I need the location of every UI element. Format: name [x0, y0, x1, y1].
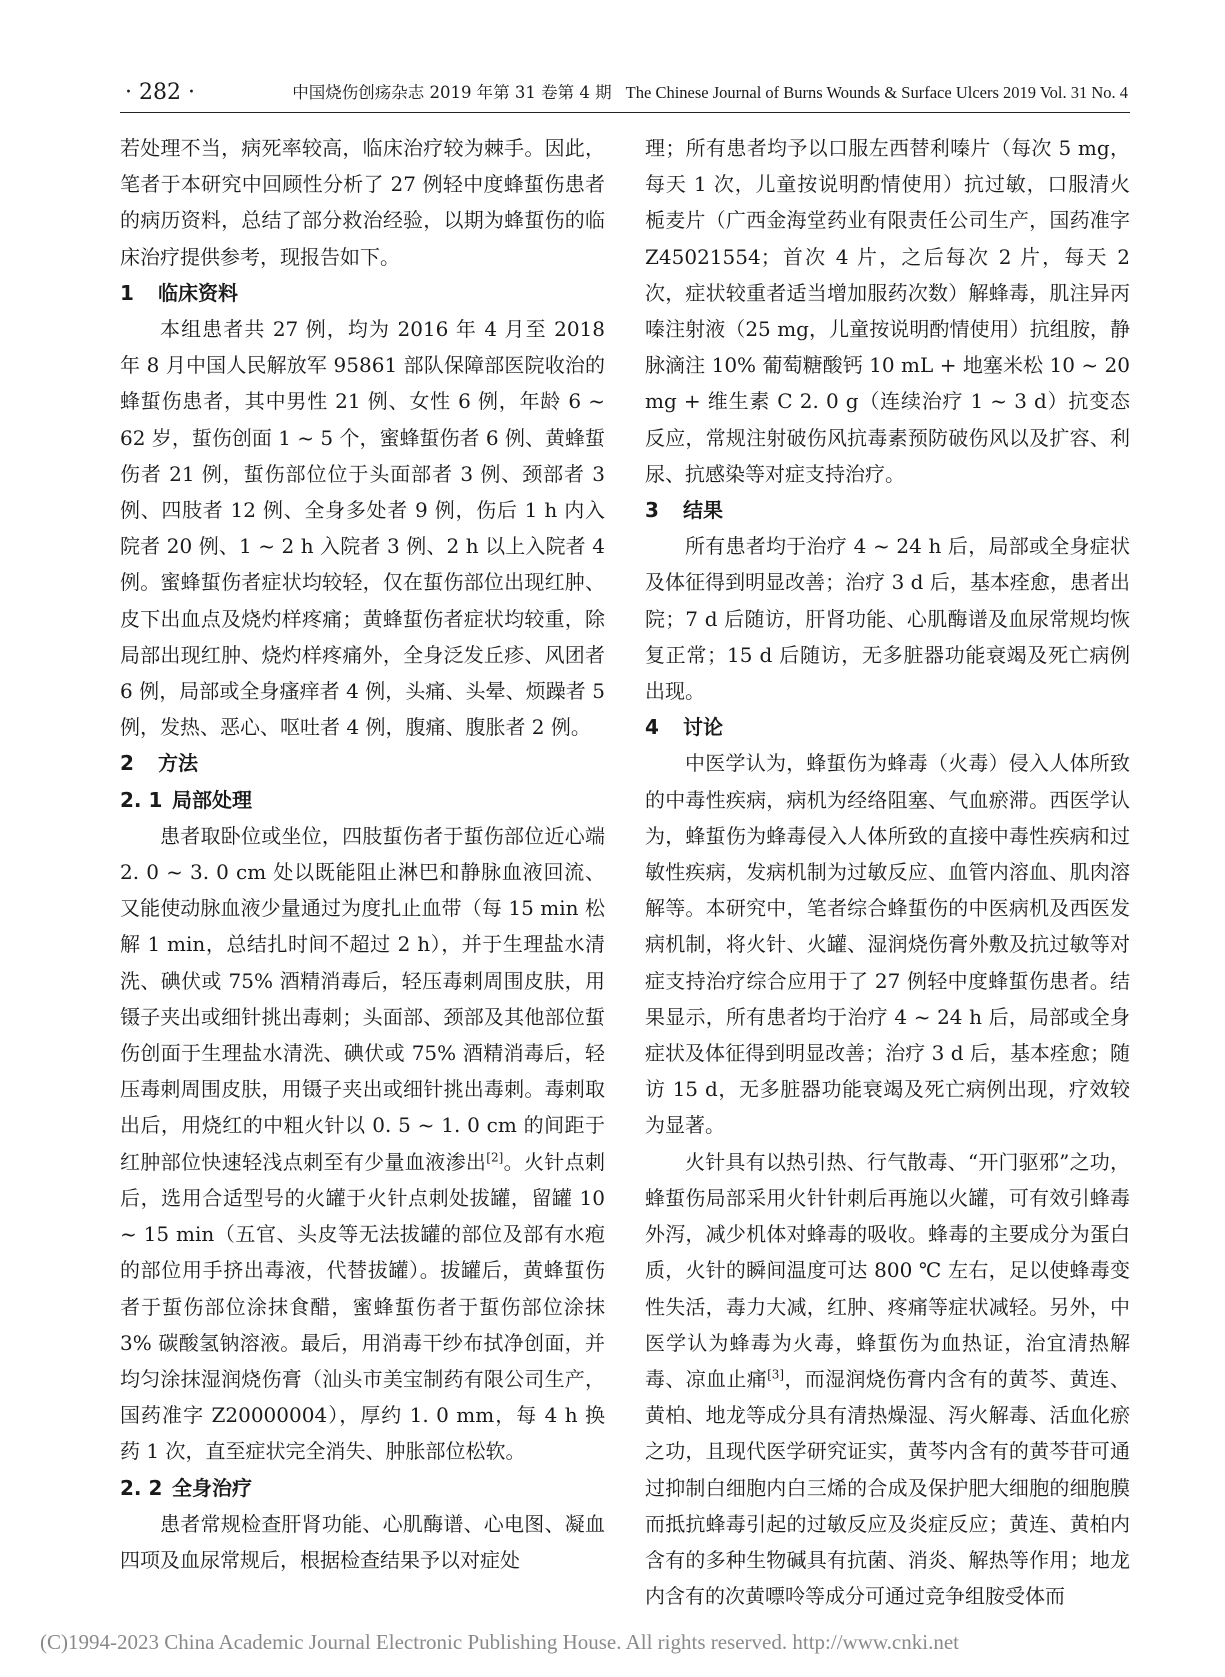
- section-number: 1: [120, 280, 134, 305]
- journal-title-en: The Chinese Journal of Burns Wounds & Surface Ulcers 2019 Vol. 31 No. 4: [625, 83, 1128, 102]
- right-column: [645, 130, 1130, 1614]
- paragraph-text: 患者取卧位或坐位，四肢蜇伤者于蜇伤部位近心端 2. 0 ~ 3. 0 cm 处以既能阻止淋巴和静脉血液回流、又能使动脉血液少量通过为度扎止血带（每 15 min 松解 1 min，总结扎时间不超过 2 h），并于生理盐水清洗、碘伏或 75% 酒精消毒后，轻压毒刺周围皮肤，用镊子夹出或细针挑出毒刺；头面部、颈部及其他部位蜇伤创面于生理盐水清洗、碘伏或 75% 酒精消毒后，轻压毒刺周围皮肤，用镊子夹出或细针挑出毒刺。毒刺取出后，用烧红的中粗火针以 0. 5 ~ 1. 0 cm 的间距于红肿部位快速轻浅点刺至有少量血液渗出: [120, 823, 605, 1174]
- section-number: 2: [120, 751, 134, 776]
- section-number: 4: [645, 715, 659, 740]
- paragraph-text: 。火针点刺后，选用合适型号的火罐于火针点刺处拔罐，留罐 10 ~ 15 min（五官、头皮等无法拔罐的部位及部有水疱的部位用手挤出毒液，代替拔罐）。拔罐后，黄蜂蜇伤者于蜇伤部位涂抹食醋，蜜蜂蜇伤者于蜇伤部位涂抹 3% 碳酸氢钠溶液。最后，用消毒干纱布拭净创面，并均匀涂抹湿润烧伤膏（汕头市美宝制药有限公司生产，国药准字 Z20000004），厚约 1. 0 mm，每 4 h 换药 1 次，直至症状完全消失、肿胀部位松软。: [120, 1149, 606, 1464]
- section-number: 3: [645, 498, 659, 523]
- subsection-heading-systemic-treatment: [120, 1470, 605, 1506]
- section-heading-discussion: [645, 709, 1130, 745]
- section-heading-clinical-data: [120, 275, 605, 311]
- page-number: · 282 ·: [125, 80, 195, 105]
- subsection-number: 2. 1: [120, 787, 163, 812]
- results-paragraph: 所有患者均于治疗 4 ~ 24 h 后，局部或全身症状及体征得到明显改善；治疗 3 d 后，基本痊愈，患者出院；7 d 后随访，肝肾功能、心肌酶谱及血尿常规均恢复正常；15 d 后随访，无多脏器功能衰竭及死亡病例出现。: [645, 534, 1130, 704]
- subsection-heading-local-treatment: [120, 782, 605, 818]
- clinical-data-paragraph: 本组患者共 27 例，均为 2016 年 4 月至 2018 年 8 月中国人民解放军 95861 部队保障部医院收治的蜂蜇伤患者，其中男性 21 例、女性 6 例，年龄 6 ~ 62 岁，蜇伤创面 1 ~ 5 个，蜜蜂蜇伤者 6 例、黄蜂蜇伤者 21 例，蜇伤部位位于头面部者 3 例、颈部者 3 例、四肢者 12 例、全身多处者 9 例，伤后 1 h 内入院者 20 例、1 ~ 2 h 入院者 3 例、2 h 以上入院者 4 例。蜜蜂蜇伤者症状均较轻，仅在蜇伤部位出现红肿、皮下出血点及烧灼样疼痛；黄蜂蜇伤者症状均较重，除局部出现红肿、烧灼样疼痛外，全身泛发丘疹、风团者 6 例，局部或全身瘙痒者 4 例，头痛、头晕、烦躁者 5 例，发热、恶心、呕吐者 4 例，腹痛、腹胀者 2 例。: [120, 317, 605, 740]
- left-column: [120, 130, 605, 1578]
- section-heading-results: [645, 492, 1130, 528]
- citation-ref[interactable]: [3]: [767, 1367, 785, 1382]
- section-title: 临床资料: [158, 280, 238, 305]
- section-title: 方法: [158, 751, 198, 776]
- citation-ref[interactable]: [2]: [486, 1150, 504, 1165]
- subsection-title: 局部处理: [172, 787, 252, 812]
- subsection-number: 2. 2: [120, 1475, 163, 1500]
- journal-title-cn: 中国烧伤创疡杂志 2019 年第 31 卷第 4 期: [292, 83, 612, 102]
- running-header: [120, 76, 1130, 113]
- paragraph-text: 火针具有以热引热、行气散毒、“开门驱邪”之功，蜂蜇伤局部采用火针针刺后再施以火罐，可有效引蜂毒外泻，减少机体对蜂毒的吸收。蜂毒的主要成分为蛋白质，火针的瞬间温度可达 800 ℃ 左右，足以使蜂毒变性失活，毒力大减，红肿、疼痛等症状减轻。另外，中医学认为蜂毒为火毒，蜂蜇伤为血热证，治宜清热解毒、凉血止痛: [645, 1149, 1130, 1391]
- section-heading-methods: [120, 745, 605, 781]
- discussion-paragraph-1: 中医学认为，蜂蜇伤为蜂毒（火毒）侵入人体所致的中毒性疾病，病机为经络阻塞、气血瘀滞。西医学认为，蜂蜇伤为蜂毒侵入人体所致的直接中毒性疾病和过敏性疾病，发病机制为过敏反应、血管内溶血、肌肉溶解等。本研究中，笔者综合蜂蜇伤的中医病机及西医发病机制，将火针、火罐、湿润烧伤膏外敷及抗过敏等对症支持治疗综合应用于了 27 例轻中度蜂蜇伤患者。结果显示，所有患者均于治疗 4 ~ 24 h 后，局部或全身症状及体征得到明显改善；治疗 3 d 后，基本痊愈；随访 15 d，无多脏器功能衰竭及死亡病例出现，疗效较为显著。: [645, 751, 1130, 1138]
- intro-paragraph: 若处理不当，病死率较高，临床治疗较为棘手。因此，笔者于本研究中回顾性分析了 27 例轻中度蜂蜇伤患者的病历资料，总结了部分救治经验，以期为蜂蜇伤的临床治疗提供参考，现报告如下。: [120, 136, 605, 269]
- section-title: 结果: [683, 498, 723, 523]
- discussion-paragraph-2: [645, 1144, 1130, 1615]
- paragraph-text: ，而湿润烧伤膏内含有的黄芩、黄连、黄柏、地龙等成分具有清热燥湿、泻火解毒、活血化瘀之功，且现代医学研究证实，黄芩内含有的黄芩苷可通过抑制白细胞内白三烯的合成及保护肥大细胞的细胞膜而抵抗蜂毒引起的过敏反应及炎症反应；黄连、黄柏内含有的多种生物碱具有抗菌、消炎、解热等作用；地龙内含有的次黄嘌呤等成分可通过竞争组胺受体而: [645, 1366, 1131, 1609]
- local-treatment-paragraph: [120, 818, 605, 1470]
- copyright-footer: (C)1994-2023 China Academic Journal Electronic Publishing House. All rights reserved. http://www.cnki.net: [40, 1630, 959, 1654]
- systemic-treatment-paragraph: 患者常规检查肝肾功能、心肌酶谱、心电图、凝血四项及血尿常规后，根据检查结果予以对症处: [120, 1511, 605, 1572]
- section-title: 讨论: [683, 715, 723, 740]
- systemic-treatment-continued: 理；所有患者均予以口服左西替利嗪片（每次 5 mg，每天 1 次，儿童按说明酌情使用）抗过敏，口服清火栀麦片（广西金海堂药业有限责任公司生产，国药准字 Z45021554；首次 4 片，之后每次 2 片，每天 2 次，症状较重者适当增加服药次数）解蜂毒，肌注异丙嗪注射液（25 mg，儿童按说明酌情使用）抗组胺，静脉滴注 10% 葡萄糖酸钙 10 mL + 地塞米松 10 ~ 20 mg + 维生素 C 2. 0 g（连续治疗 1 ~ 3 d）抗变态反应，常规注射破伤风抗毒素预防破伤风以及扩容、利尿、抗感染等对症支持治疗。: [645, 136, 1130, 486]
- journal-citation: [292, 80, 1128, 106]
- subsection-title: 全身治疗: [172, 1475, 252, 1500]
